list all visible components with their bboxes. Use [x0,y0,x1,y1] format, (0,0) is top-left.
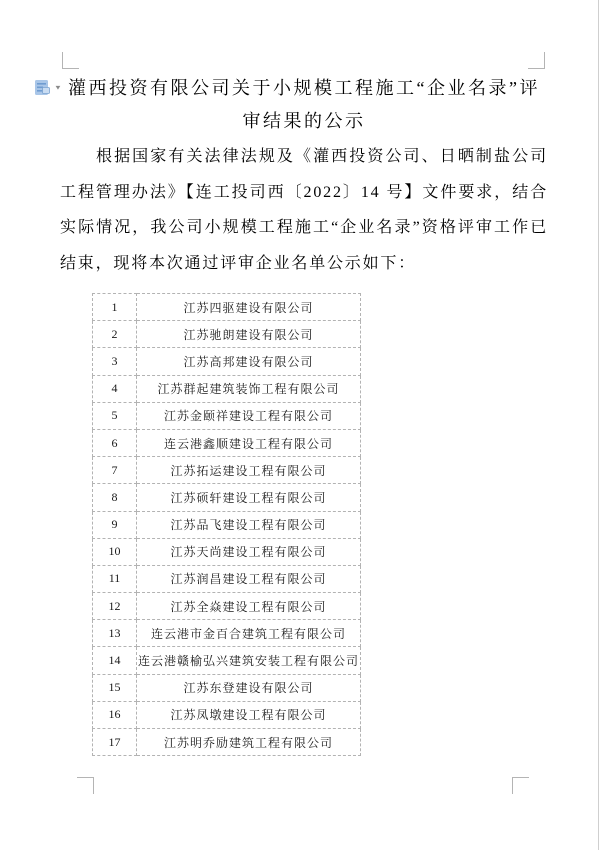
company-name-cell: 江苏硕轩建设工程有限公司 [137,484,361,511]
company-name-cell: 江苏润昌建设工程有限公司 [137,565,361,592]
table-row [93,729,361,756]
row-number-cell: 17 [93,729,137,756]
row-number-cell: 12 [93,593,137,620]
row-number-cell: 10 [93,538,137,565]
company-name-cell: 江苏全焱建设工程有限公司 [137,593,361,620]
table-row [93,620,361,647]
company-name-cell: 江苏品飞建设工程有限公司 [137,511,361,538]
company-name-cell: 连云港赣榆弘兴建筑安装工程有限公司 [137,647,361,674]
table-row [93,701,361,728]
row-number-cell: 11 [93,565,137,592]
table-row [93,647,361,674]
table-row [93,484,361,511]
table-row [93,375,361,402]
document-title: 灌西投资有限公司关于小规模工程施工“企业名录”评审结果的公示 [68,78,540,131]
company-name-cell: 江苏高邦建设有限公司 [137,348,361,375]
row-number-cell: 1 [93,294,137,321]
row-number-cell: 9 [93,511,137,538]
row-number-cell: 14 [93,647,137,674]
table-row [93,429,361,456]
row-number-cell: 4 [93,375,137,402]
document-options-icon [34,79,50,97]
company-name-cell: 江苏驰朗建设有限公司 [137,321,361,348]
table-row [93,674,361,701]
company-name-cell: 江苏东登建设有限公司 [137,674,361,701]
company-name-cell: 江苏金颐祥建设工程有限公司 [137,402,361,429]
text-boundary-mark-top-right [528,52,545,69]
row-number-cell: 8 [93,484,137,511]
company-name-cell: 连云港鑫顺建设工程有限公司 [137,429,361,456]
company-name-cell: 江苏拓运建设工程有限公司 [137,457,361,484]
text-boundary-mark-bottom-right [512,777,529,794]
row-number-cell: 13 [93,620,137,647]
table-row [93,294,361,321]
table-row [93,565,361,592]
company-name-cell: 江苏明乔励建筑工程有限公司 [137,729,361,756]
table-row [93,348,361,375]
row-number-cell: 6 [93,429,137,456]
company-name-cell: 江苏天尚建设工程有限公司 [137,538,361,565]
table-row [93,511,361,538]
company-name-cell: 江苏凤墩建设工程有限公司 [137,701,361,728]
table-row [93,457,361,484]
company-name-cell: 连云港市金百合建筑工程有限公司 [137,620,361,647]
chevron-down-icon[interactable]: ▼ [54,84,62,92]
table-row [93,538,361,565]
text-boundary-mark-top-left [62,52,79,69]
row-number-cell: 2 [93,321,137,348]
company-roster-table [92,293,361,756]
row-number-cell: 7 [93,457,137,484]
page-right-edge-line [598,0,599,850]
table-row [93,402,361,429]
row-number-cell: 15 [93,674,137,701]
table-row [93,593,361,620]
row-number-cell: 5 [93,402,137,429]
row-number-cell: 3 [93,348,137,375]
row-number-cell: 16 [93,701,137,728]
company-name-cell: 江苏四驱建设有限公司 [137,294,361,321]
body-paragraph: 根据国家有关法律法规及《灌西投资公司、日晒制盐公司工程管理办法》【连工投司西〔2022〕14 号】文件要求，结合实际情况，我公司小规模工程施工“企业名录”资格评审工作已结束，现将本次通过评审企业名单公示如下： [60,148,548,272]
table-row [93,321,361,348]
company-name-cell: 江苏群起建筑装饰工程有限公司 [137,375,361,402]
text-boundary-mark-bottom-left [77,777,94,794]
